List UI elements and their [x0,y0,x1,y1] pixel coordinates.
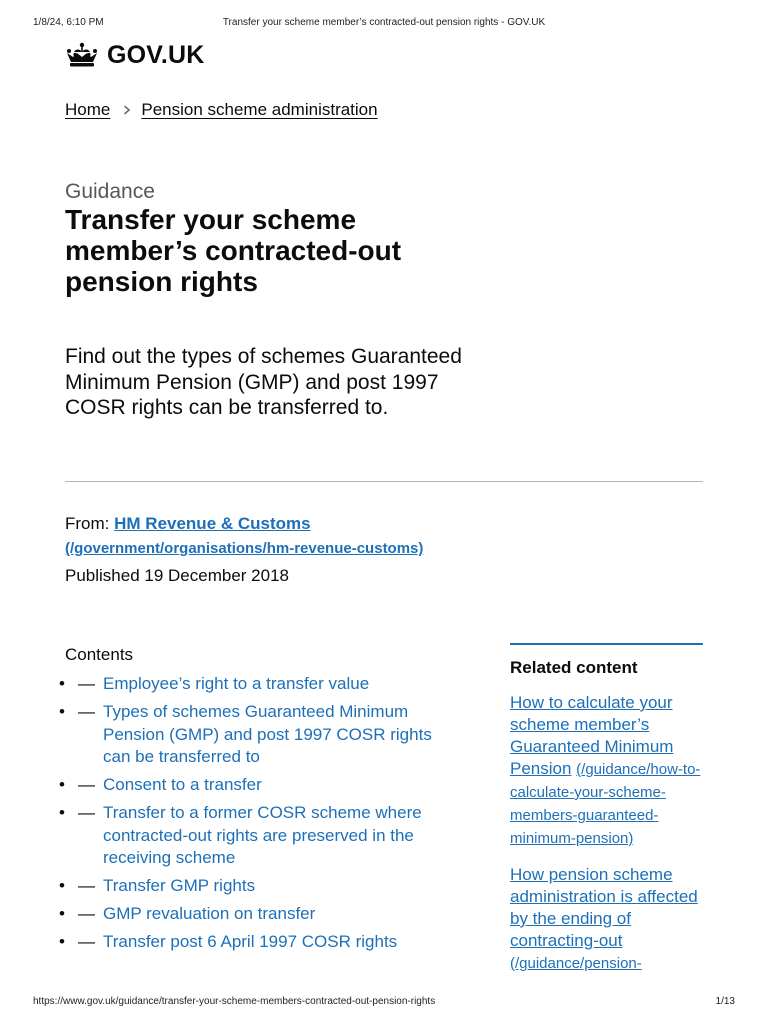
govuk-logo-link[interactable] [65,40,205,70]
breadcrumb [65,100,378,120]
dash-marker: — [78,932,95,951]
dash-marker: — [78,904,95,923]
related-content-heading: Related content [510,658,638,677]
related-content [510,643,703,975]
organisation-url-link[interactable]: (/government/organisations/hm-revenue-customs) [65,540,424,557]
list-item [59,931,459,954]
crown-icon [65,42,99,68]
bullet-marker: • [59,674,65,693]
bullet-marker: • [59,876,65,895]
dash-marker: — [78,674,95,693]
section-divider [65,481,703,482]
from-label: From: [65,514,110,533]
related-link[interactable]: How pension scheme administration is affected by the ending of contracting-out [510,865,698,950]
chevron-right-icon [122,105,132,115]
contents-list [59,673,459,959]
list-item [59,701,459,769]
related-link-url[interactable]: (/guidance/pension- [510,955,642,972]
print-title: Transfer your scheme member’s contracted-out pension rights - GOV.UK [222,17,546,28]
breadcrumb-home-link[interactable]: Home [65,100,111,119]
bullet-marker: • [59,803,65,822]
dash-marker: — [78,775,95,794]
bullet-marker: • [59,702,65,721]
related-link[interactable]: How to calculate your scheme member’s Guaranteed Minimum Pension [510,693,674,778]
contents-link[interactable]: Consent to a transfer [103,775,262,794]
print-header [0,17,768,31]
metadata-from [65,512,311,536]
page-title: Transfer your scheme member’s contracted-out pension rights [65,204,402,297]
related-item [510,692,703,850]
contents-link[interactable]: Transfer post 6 April 1997 COSR rights [103,932,398,951]
related-link-url[interactable]: (/guidance/how-to-calculate-your-scheme-members-guaranteed-minimum-pension) [510,761,701,847]
bullet-marker: • [59,932,65,951]
breadcrumb-pension-admin-link[interactable]: Pension scheme administration [141,100,378,119]
logo-text: GOV.UK [107,40,205,69]
list-item [59,673,459,696]
bullet-marker: • [59,904,65,923]
list-item [59,802,459,870]
lead-paragraph: Find out the types of schemes Guaranteed Minimum Pension (GMP) and post 1997 COSR rights can be transferred to. [65,345,462,419]
published-date: Published 19 December 2018 [65,566,289,585]
dash-marker: — [78,803,95,822]
organisation-url [65,538,423,560]
contents-link[interactable]: GMP revaluation on transfer [103,904,316,923]
organisation-link[interactable]: HM Revenue & Customs [114,514,311,533]
list-item [59,903,459,926]
list-item [59,875,459,898]
print-url: https://www.gov.uk/guidance/transfer-your-scheme-members-contracted-out-pension-rights [33,996,436,1007]
contents-link[interactable]: Transfer GMP rights [103,876,256,895]
print-date: 1/8/24, 6:10 PM [33,17,104,28]
print-footer [0,996,768,1010]
print-page-number: 1/13 [715,996,735,1007]
contents-link[interactable]: Employee’s right to a transfer value [103,674,370,693]
bullet-marker: • [59,775,65,794]
contents-link[interactable]: Types of schemes Guaranteed Minimum Pension (GMP) and post 1997 COSR rights can be transferred to [103,702,432,766]
dash-marker: — [78,702,95,721]
dash-marker: — [78,876,95,895]
contents-heading: Contents [65,645,134,664]
related-item [510,864,703,975]
document-type-caption: Guidance [65,180,155,203]
list-item [59,774,459,797]
contents-link[interactable]: Transfer to a former COSR scheme where contracted-out rights are preserved in the receiving scheme [103,803,422,867]
